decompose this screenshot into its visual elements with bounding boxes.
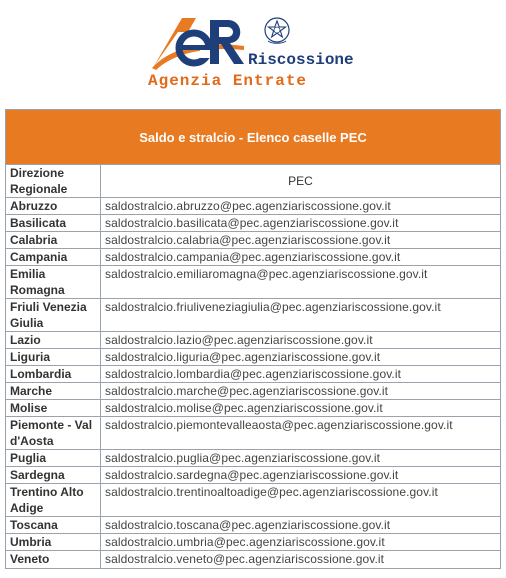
region-cell: Emilia Romagna: [6, 266, 101, 299]
region-cell: Veneto: [6, 551, 101, 568]
pec-address-cell: saldostralcio.marche@pec.agenziariscossione.gov.it: [101, 383, 501, 400]
italian-republic-emblem-icon: [263, 16, 291, 46]
pec-address-cell: saldostralcio.lombardia@pec.agenziariscossione.gov.it: [101, 366, 501, 383]
pec-address-cell: saldostralcio.abruzzo@pec.agenziariscossione.gov.it: [101, 198, 501, 215]
pec-address-cell: saldostralcio.campania@pec.agenziariscossione.gov.it: [101, 249, 501, 266]
table-row: [6, 484, 500, 517]
pec-address-cell: saldostralcio.emiliaromagna@pec.agenziariscossione.gov.it: [101, 266, 501, 299]
table-row: [6, 383, 500, 400]
table-row: [6, 450, 500, 467]
pec-address-cell: saldostralcio.lazio@pec.agenziariscossione.gov.it: [101, 332, 501, 349]
table-row: [6, 534, 500, 551]
pec-address-cell: saldostralcio.piemontevalleaosta@pec.agenziariscossione.gov.it: [101, 417, 501, 450]
region-cell: Sardegna: [6, 467, 101, 484]
pec-address-cell: saldostralcio.basilicata@pec.agenziariscossione.gov.it: [101, 215, 501, 232]
table-title: Saldo e stralcio - Elenco caselle PEC: [6, 110, 500, 165]
region-cell: Umbria: [6, 534, 101, 551]
pec-address-cell: saldostralcio.puglia@pec.agenziariscossione.gov.it: [101, 450, 501, 467]
table-row: [6, 215, 500, 232]
table-row: [6, 198, 500, 215]
aer-monogram-icon: [148, 10, 258, 72]
pec-address-cell: saldostralcio.veneto@pec.agenziariscossione.gov.it: [101, 551, 501, 568]
table-row: [6, 467, 500, 484]
pec-address-cell: saldostralcio.liguria@pec.agenziariscossione.gov.it: [101, 349, 501, 366]
table-row: [6, 249, 500, 266]
region-cell: Lazio: [6, 332, 101, 349]
table-row: [6, 349, 500, 366]
pec-table: [6, 165, 500, 568]
pec-table-container: [5, 109, 501, 569]
column-header-region: Direzione Regionale: [6, 165, 101, 198]
region-cell: Marche: [6, 383, 101, 400]
table-row: [6, 232, 500, 249]
pec-address-cell: saldostralcio.sardegna@pec.agenziariscossione.gov.it: [101, 467, 501, 484]
pec-address-cell: saldostralcio.trentinoaltoadige@pec.agenziariscossione.gov.it: [101, 484, 501, 517]
pec-address-cell: saldostralcio.toscana@pec.agenziariscossione.gov.it: [101, 517, 501, 534]
region-cell: Piemonte - Val d'Aosta: [6, 417, 101, 450]
region-cell: Molise: [6, 400, 101, 417]
column-header-pec: PEC: [101, 165, 501, 198]
pec-address-cell: saldostralcio.friuliveneziagiulia@pec.agenziariscossione.gov.it: [101, 299, 501, 332]
table-row: [6, 299, 500, 332]
region-cell: Liguria: [6, 349, 101, 366]
region-cell: Campania: [6, 249, 101, 266]
table-row: [6, 400, 500, 417]
brand-name-top: Riscossione: [248, 51, 354, 69]
region-cell: Abruzzo: [6, 198, 101, 215]
pec-address-cell: saldostralcio.calabria@pec.agenziariscossione.gov.it: [101, 232, 501, 249]
brand-name-bottom: Agenzia Entrate: [148, 72, 308, 90]
pec-address-cell: saldostralcio.umbria@pec.agenziariscossione.gov.it: [101, 534, 501, 551]
region-cell: Basilicata: [6, 215, 101, 232]
pec-address-cell: saldostralcio.molise@pec.agenziariscossione.gov.it: [101, 400, 501, 417]
table-row: [6, 266, 500, 299]
table-row: [6, 517, 500, 534]
region-cell: Lombardia: [6, 366, 101, 383]
table-row: [6, 332, 500, 349]
table-row: [6, 551, 500, 568]
table-row: [6, 417, 500, 450]
region-cell: Trentino Alto Adige: [6, 484, 101, 517]
table-row: [6, 366, 500, 383]
region-cell: Friuli Venezia Giulia: [6, 299, 101, 332]
region-cell: Calabria: [6, 232, 101, 249]
region-cell: Toscana: [6, 517, 101, 534]
agenzia-riscossione-logo: [148, 10, 363, 94]
region-cell: Puglia: [6, 450, 101, 467]
